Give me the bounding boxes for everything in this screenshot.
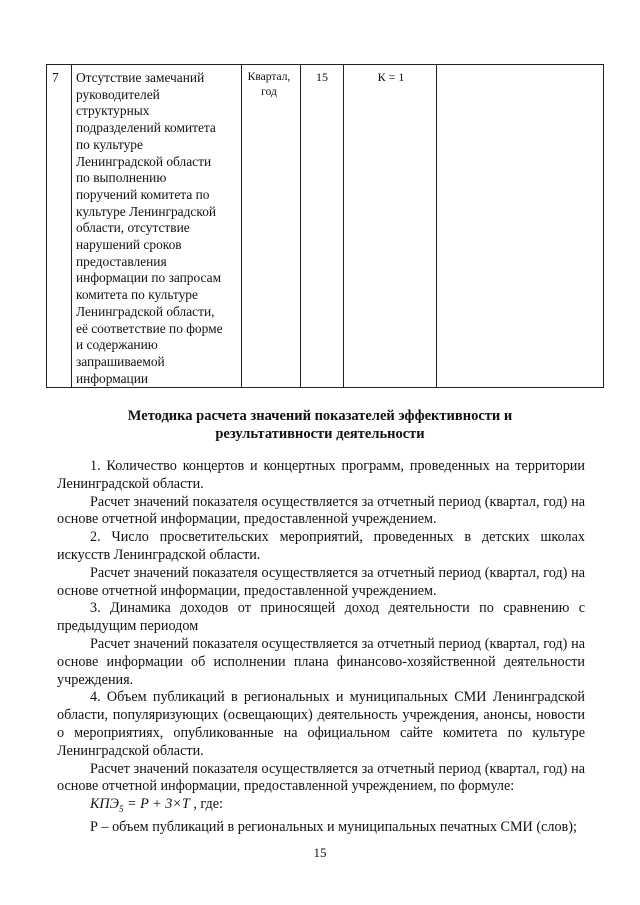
paragraph: Расчет значений показателя осуществляется за отчетный период (квартал, год) на основе отчетной информации, предоставленной учреждением. [57,564,585,599]
page-number: 15 [313,845,327,860]
criterion-line: и содержанию [76,337,158,353]
table-col-divider [241,64,242,388]
paragraph: Расчет значений показателя осуществляется за отчетный период (квартал, год) на основе отчетной информации, предоставленной учреждением, по формуле: [57,760,585,795]
criterion-line: культуре Ленинградской [76,203,217,219]
criterion-line: Ленинградской области [76,153,212,169]
paragraph: 2. Число просветительских мероприятий, проведенных в детских школах искусств Ленинградской области. [57,529,585,563]
period-line: год [261,86,277,98]
formula-suffix: , где: [189,796,223,813]
paragraph: 3. Динамика доходов от приносящей доход деятельности по сравнению с предыдущим периодом [57,600,585,635]
definition-paragraph: Р – объем публикаций в региональных и муниципальных печатных СМИ (слов); [90,818,577,835]
heading-line: Методика расчета значений показателей эффективности и [127,408,513,424]
paragraph: 1. Количество концертов и концертных программ, проведенных на территории Ленинградской области. [57,458,585,492]
criterion-line: руководителей [76,86,160,102]
formula-subscript: 5 [118,803,124,814]
period-line: Квартал, [247,71,291,83]
formula [57,796,585,819]
criterion-line: области, отсутствие [76,220,190,236]
criterion-line: нарушений сроков [76,237,182,253]
criterion-line: по выполнению [76,170,167,186]
criterion-line: её соответствие по форме [76,320,223,336]
formula-rhs: = P + 3×T [123,796,190,813]
table-col-divider [343,64,344,388]
criterion-line: Отсутствие замечаний [76,70,205,85]
row-number: 7 [52,70,59,85]
criterion-line: Ленинградской области, [76,303,215,319]
criterion-line: поручений комитета по [76,186,210,202]
table-left-border [46,64,47,388]
heading-line: результативности деятельности [215,425,425,442]
criterion-line: комитета по культуре [76,287,198,303]
document-body [57,458,585,837]
paragraph: 4. Объем публикаций в региональных и муниципальных СМИ Ленинградской области, популяризующих (освещающих) деятельность учреждения, анонсы, новости о мероприятиях, опубликованные на официальном сайте комитета по культуре Ленинградской области. [57,689,585,759]
table-right-border [603,64,604,388]
criterion-line: по культуре [76,136,143,152]
criterion-line: предоставления [76,253,167,269]
table-col-divider [300,64,301,388]
criterion-cell [76,70,238,387]
coefficient-cell: К = 1 [377,70,405,84]
table-top-border [46,64,604,65]
paragraph: Расчет значений показателя осуществляется за отчетный период (квартал, год) на основе отчетной информации, предоставленной учреждением. [57,493,585,528]
table-col-divider [436,64,437,388]
criterion-line: структурных [76,103,150,119]
formula-lhs: КПЭ [90,796,119,813]
paragraph: Расчет значений показателя осуществляется за отчетный период (квартал, год) на основе информации об исполнении плана финансово-хозяйственной деятельности учреждения. [57,635,585,688]
period-cell [243,70,295,100]
criterion-line: подразделений комитета [76,120,216,136]
weight-cell: 15 [316,70,328,84]
criterion-line: информации [76,370,149,386]
criterion-line: запрашиваемой [76,353,165,369]
section-heading [80,408,560,443]
table-col-divider [71,64,72,388]
criterion-line: информации по запросам [76,270,222,286]
indicator-table-fragment [46,64,604,388]
